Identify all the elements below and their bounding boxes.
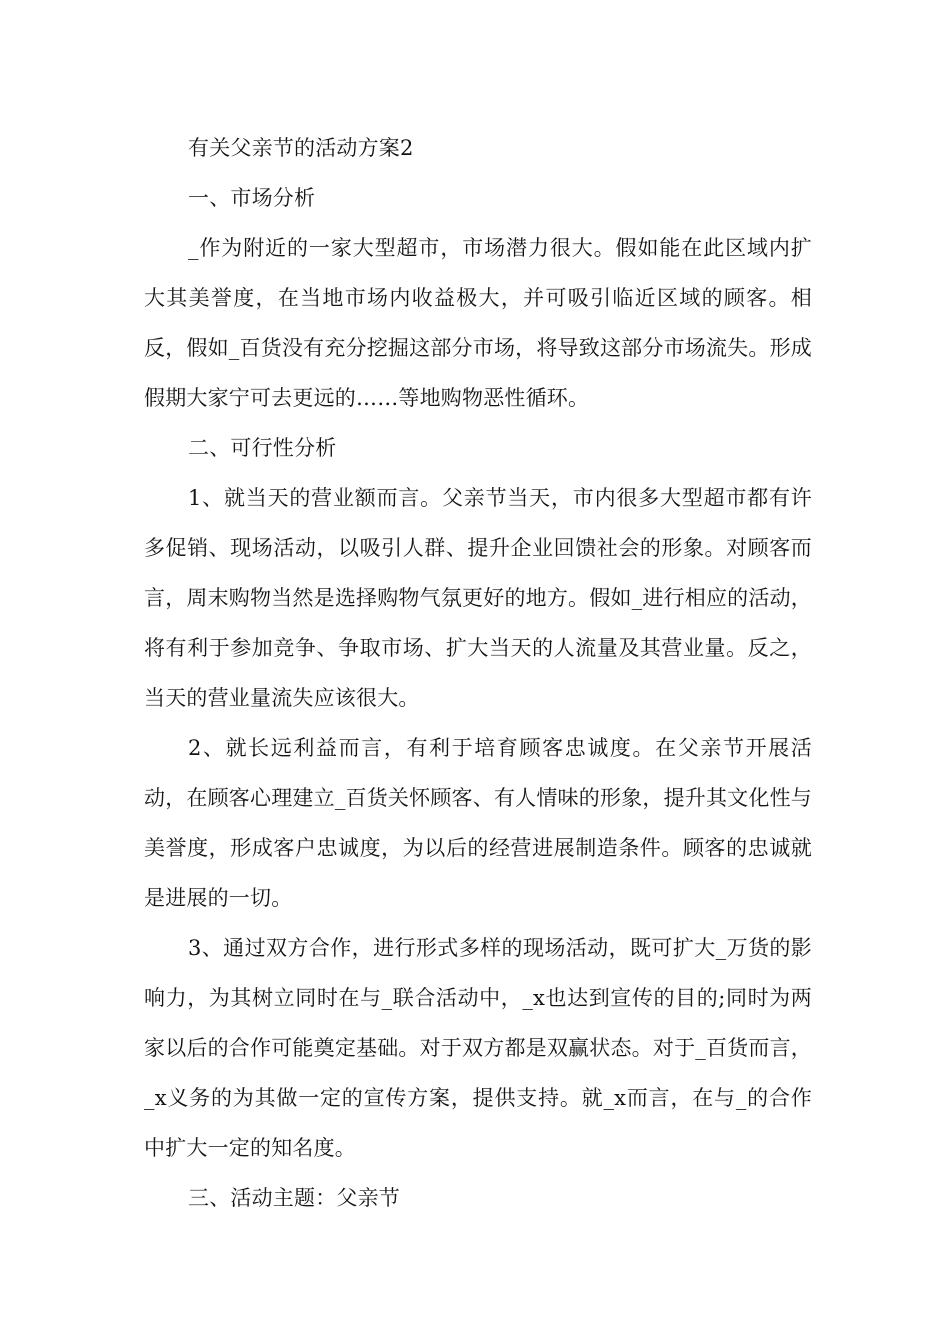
document-title: 有关父亲节的活动方案2 [188,136,414,160]
section-heading-theme: 三、活动主题：父亲节 [188,1186,400,1210]
paragraph-feasibility-2: 2、就长远利益而言，有利于培育顾客忠诚度。在父亲节开展活动，在顾客心理建立_百货关怀顾客、有人情味的形象，提升其文化性与美誉度，形成客户忠诚度，为以后的经营进展制造条件。顾客的忠诚就是进展的一切。 [144,736,812,910]
document-body [144,123,812,1223]
paragraph-market-analysis: _作为附近的一家大型超市，市场潜力很大。假如能在此区域内扩大其美誉度，在当地市场内收益极大，并可吸引临近区域的顾客。相反，假如_百货没有充分挖掘这部分市场，将导致这部分市场流失。形成假期大家宁可去更远的……等地购物恶性循环。 [144,236,812,410]
section-heading-feasibility: 二、可行性分析 [188,436,337,460]
paragraph-feasibility-1: 1、就当天的营业额而言。父亲节当天，市内很多大型超市都有许多促销、现场活动，以吸引人群、提升企业回馈社会的形象。对顾客而言，周末购物当然是选择购物气氛更好的地方。假如_进行相应的活动，将有利于参加竞争、争取市场、扩大当天的人流量及其营业量。反之，当天的营业量流失应该很大。 [144,486,812,710]
section-heading-market-analysis: 一、市场分析 [188,186,316,210]
paragraph-feasibility-3: 3、通过双方合作，进行形式多样的现场活动，既可扩大_万货的影响力，为其树立同时在与_联合活动中，_x也达到宣传的目的;同时为两家以后的合作可能奠定基础。对于双方都是双赢状态。对于_百货而言，_x义务的为其做一定的宣传方案，提供支持。就_x而言，在与_的合作中扩大一定的知名度。 [144,936,812,1160]
